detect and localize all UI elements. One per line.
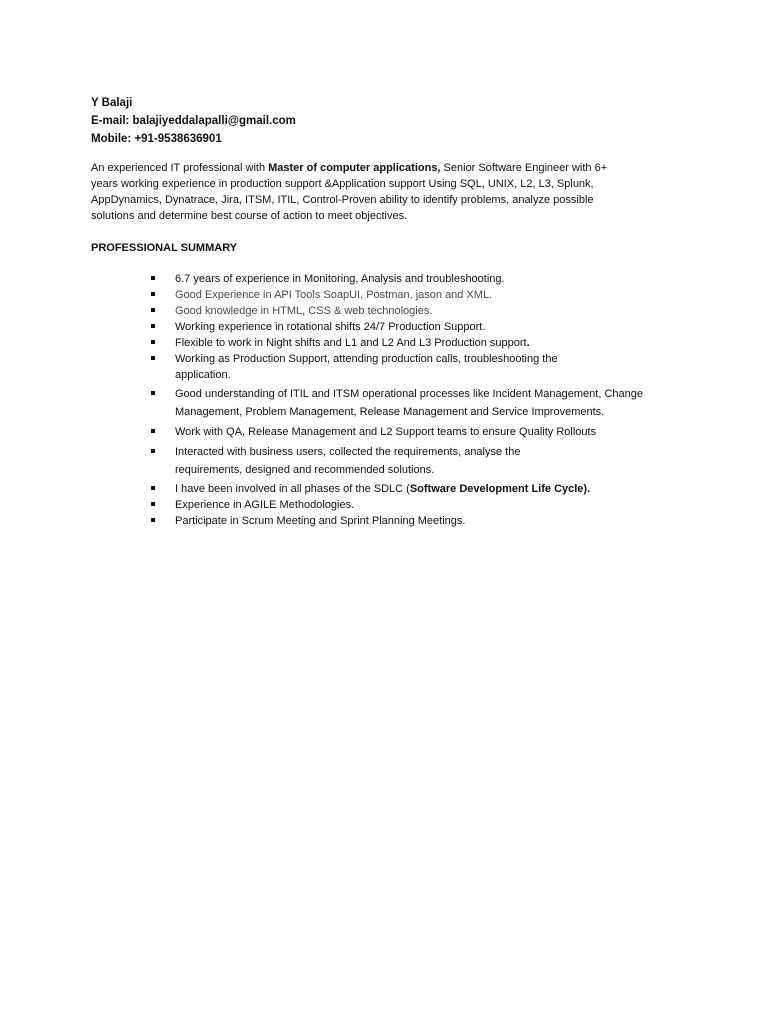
bullet-marker-icon	[151, 449, 155, 453]
bullet-text-main: I have been involved in all phases of the SDLC (	[175, 483, 410, 495]
list-item	[150, 287, 710, 303]
contact-email: E-mail: balajiyeddalapalli@gmail.com	[91, 115, 296, 127]
bullet-marker-icon	[151, 356, 155, 360]
bullet-text	[175, 481, 710, 497]
list-item	[150, 513, 710, 529]
intro-line-1	[91, 160, 651, 176]
bullet-text: Good understanding of ITIL and ITSM operational processes like Incident Management, Change	[175, 388, 643, 400]
bullet-marker-icon	[151, 502, 155, 506]
list-item	[150, 481, 710, 497]
list-item	[150, 497, 710, 513]
bullet-text: Working experience in rotational shifts 24/7 Production Support.	[175, 321, 486, 333]
intro-degree-bold: Master of computer applications,	[268, 162, 444, 174]
bullet-text: Work with QA, Release Management and L2 Support teams to ensure Quality Rollouts	[175, 426, 597, 438]
bullet-text	[175, 335, 710, 351]
bullet-text-bold: .	[526, 337, 530, 349]
list-item	[150, 303, 710, 319]
intro-line-2: years working experience in production support &Application support Using SQL, UNIX, L2, L3, Splunk,	[91, 178, 594, 190]
list-item	[150, 319, 710, 335]
list-item	[150, 271, 710, 287]
intro-line-3: AppDynamics, Dynatrace, Jira, ITSM, ITIL, Control-Proven ability to identify problems, analyze possible	[91, 194, 594, 206]
bullet-text-continued: Management, Problem Management, Release Management and Service Improvements.	[175, 406, 605, 418]
list-item	[150, 351, 710, 383]
bullet-marker-icon	[151, 292, 155, 296]
bullet-marker-icon	[151, 429, 155, 433]
candidate-name: Y Balaji	[91, 97, 133, 109]
intro-line-4: solutions and determine best course of action to meet objectives.	[91, 210, 408, 222]
contact-mobile: Mobile: +91-9538636901	[91, 133, 222, 145]
bullet-text: Participate in Scrum Meeting and Sprint Planning Meetings.	[175, 515, 466, 527]
bullet-marker-icon	[151, 340, 155, 344]
bullet-marker-icon	[151, 276, 155, 280]
section-heading-professional-summary: PROFESSIONAL SUMMARY	[91, 242, 238, 254]
list-item	[150, 335, 710, 351]
intro-line-1-text: An experienced IT professional with	[91, 162, 269, 174]
bullet-text: Interacted with business users, collected the requirements, analyse the	[175, 446, 521, 458]
list-item	[150, 443, 710, 479]
contact-block	[91, 94, 296, 148]
bullet-marker-icon	[151, 308, 155, 312]
bullet-marker-icon	[151, 324, 155, 328]
bullet-marker-icon	[151, 518, 155, 522]
bullet-text-bold: Software Development Life Cycle).	[409, 483, 591, 495]
bullet-text: Working as Production Support, attending production calls, troubleshooting the	[175, 353, 558, 365]
bullet-text: Experience in AGILE Methodologies.	[175, 499, 355, 511]
summary-bullet-list	[150, 271, 710, 529]
bullet-text: Good Experience in API Tools SoapUI, Postman, jason and XML.	[175, 289, 493, 301]
bullet-marker-icon	[151, 486, 155, 490]
bullet-text-continued: application.	[175, 369, 231, 381]
bullet-text: Good knowledge in HTML, CSS & web technologies.	[175, 305, 433, 317]
bullet-text-main: Flexible to work in Night shifts and L1 and L2 And L3 Production support	[175, 337, 527, 349]
list-item	[150, 385, 710, 421]
bullet-text-continued: requirements, designed and recommended solutions.	[175, 464, 435, 476]
intro-line-1-tail: Senior Software Engineer with 6+	[443, 162, 608, 174]
bullet-marker-icon	[151, 391, 155, 395]
bullet-text: 6.7 years of experience in Monitoring, Analysis and troubleshooting.	[175, 273, 505, 285]
list-item	[150, 423, 710, 441]
intro-paragraph	[91, 160, 651, 224]
